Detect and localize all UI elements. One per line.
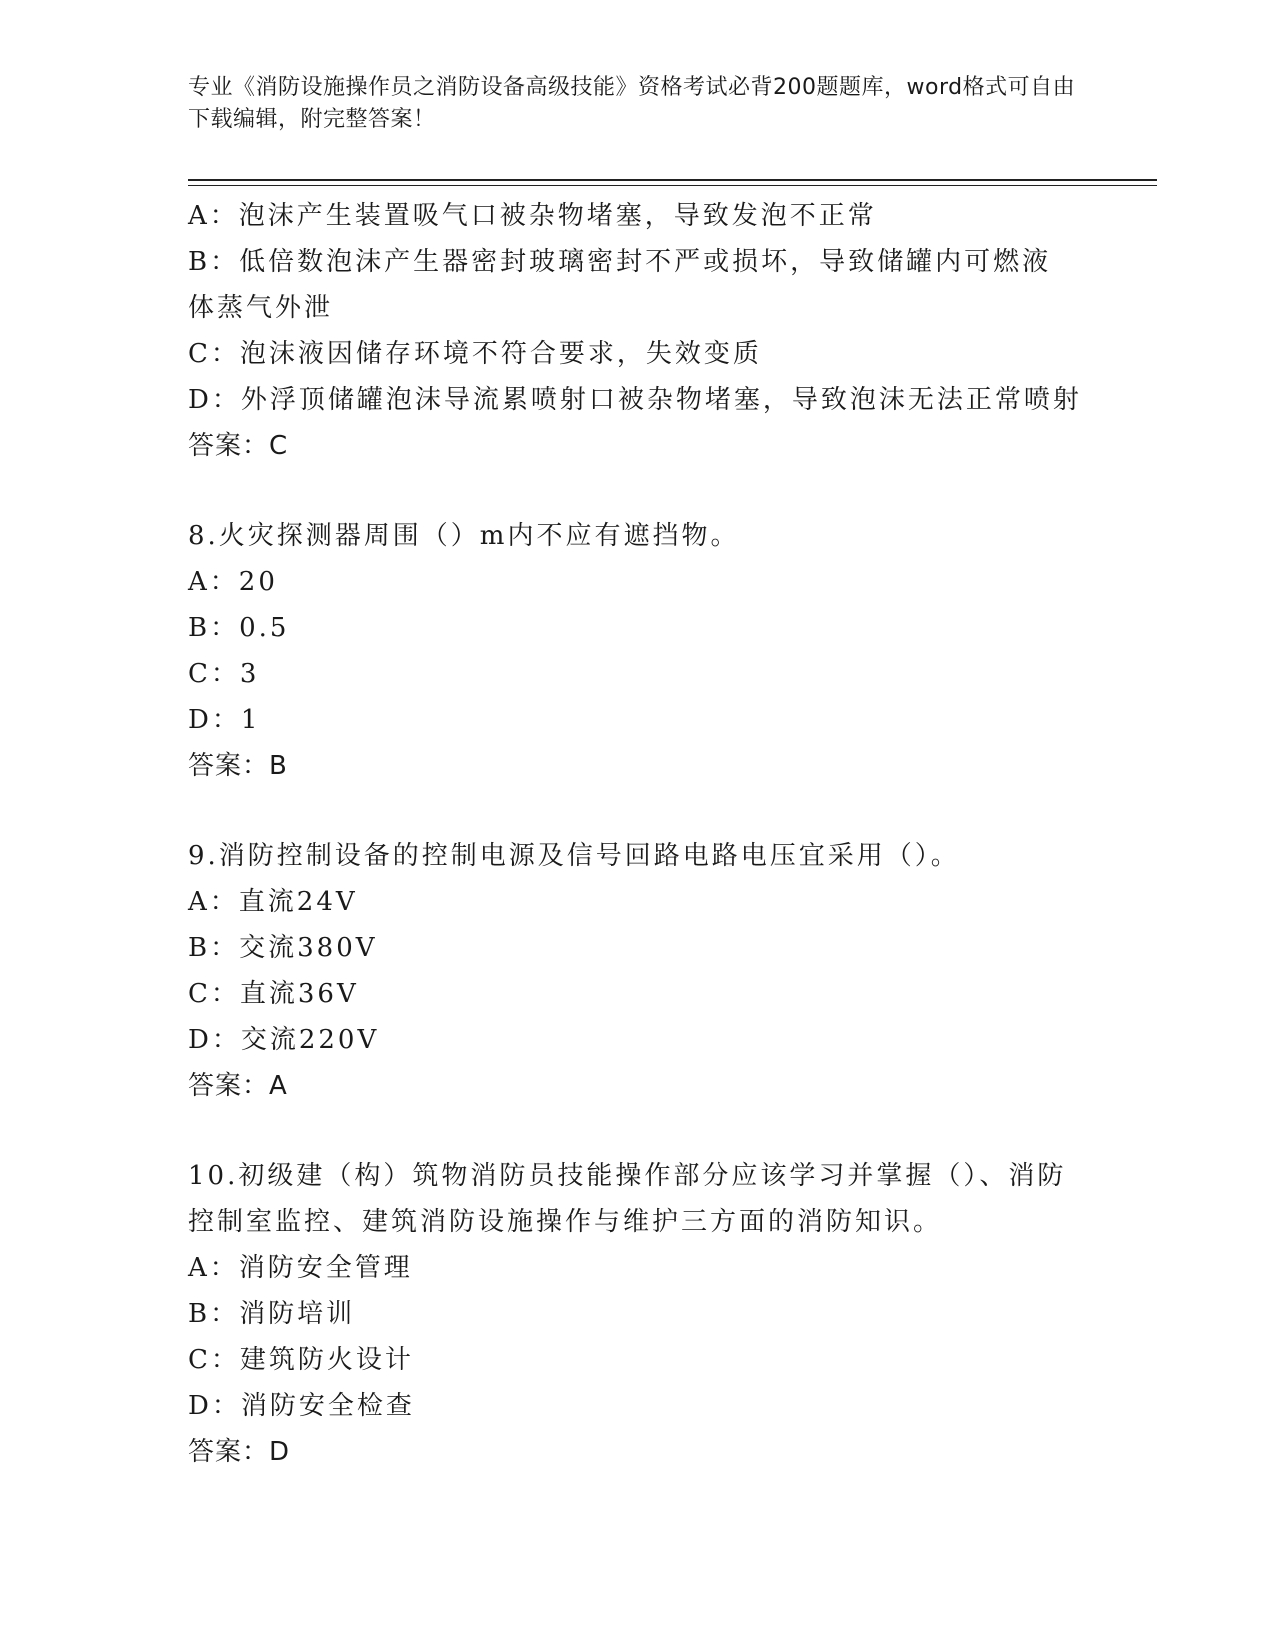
question-stem: 9.消防控制设备的控制电源及信号回路电路电压宜采用（）。 — [188, 841, 960, 871]
option-d: D：1 — [188, 705, 261, 735]
header-divider-thick — [188, 179, 1157, 181]
header-divider-thin — [188, 185, 1157, 186]
option-c: C：直流36V — [188, 979, 359, 1009]
question-10 — [188, 1153, 1088, 1475]
question-content — [188, 193, 1088, 1475]
option-a: A：直流24V — [188, 887, 358, 917]
document-header: 专业《消防设施操作员之消防设备高级技能》资格考试必背200题题库，word格式可自由下载编辑，附完整答案！ — [188, 75, 1076, 132]
option-d: D：交流220V — [188, 1025, 380, 1055]
option-c: C：泡沫液因储存环境不符合要求，失效变质 — [188, 339, 762, 369]
option-a: A：泡沫产生装置吸气口被杂物堵塞，导致发泡不正常 — [188, 201, 877, 231]
question-9 — [188, 833, 1088, 1109]
spacer — [188, 789, 1088, 833]
answer-line: 答案：B — [188, 751, 288, 781]
option-b: B：消防培训 — [188, 1299, 356, 1329]
spacer — [188, 469, 1088, 513]
question-8 — [188, 513, 1088, 789]
option-b: B：0.5 — [188, 613, 290, 643]
option-b: B：低倍数泡沫产生器密封玻璃密封不严或损坏，导致储罐内可燃液体蒸气外泄 — [188, 247, 1052, 323]
previous-question-block — [188, 193, 1088, 469]
answer-line: 答案：C — [188, 431, 289, 461]
option-d: D：消防安全检查 — [188, 1391, 415, 1421]
option-c: C：3 — [188, 659, 260, 689]
option-b: B：交流380V — [188, 933, 378, 963]
option-d: D：外浮顶储罐泡沫导流累喷射口被杂物堵塞，导致泡沫无法正常喷射 — [188, 385, 1082, 415]
option-a: A：20 — [188, 567, 278, 597]
question-stem: 10.初级建（构）筑物消防员技能操作部分应该学习并掌握（）、消防控制室监控、建筑消防设施操作与维护三方面的消防知识。 — [188, 1161, 1067, 1237]
answer-line: 答案：A — [188, 1071, 288, 1101]
spacer — [188, 1109, 1088, 1153]
answer-line: 答案：D — [188, 1437, 291, 1467]
option-a: A：消防安全管理 — [188, 1253, 413, 1283]
option-c: C：建筑防火设计 — [188, 1345, 414, 1375]
question-stem: 8.火灾探测器周围（）m内不应有遮挡物。 — [188, 521, 740, 551]
